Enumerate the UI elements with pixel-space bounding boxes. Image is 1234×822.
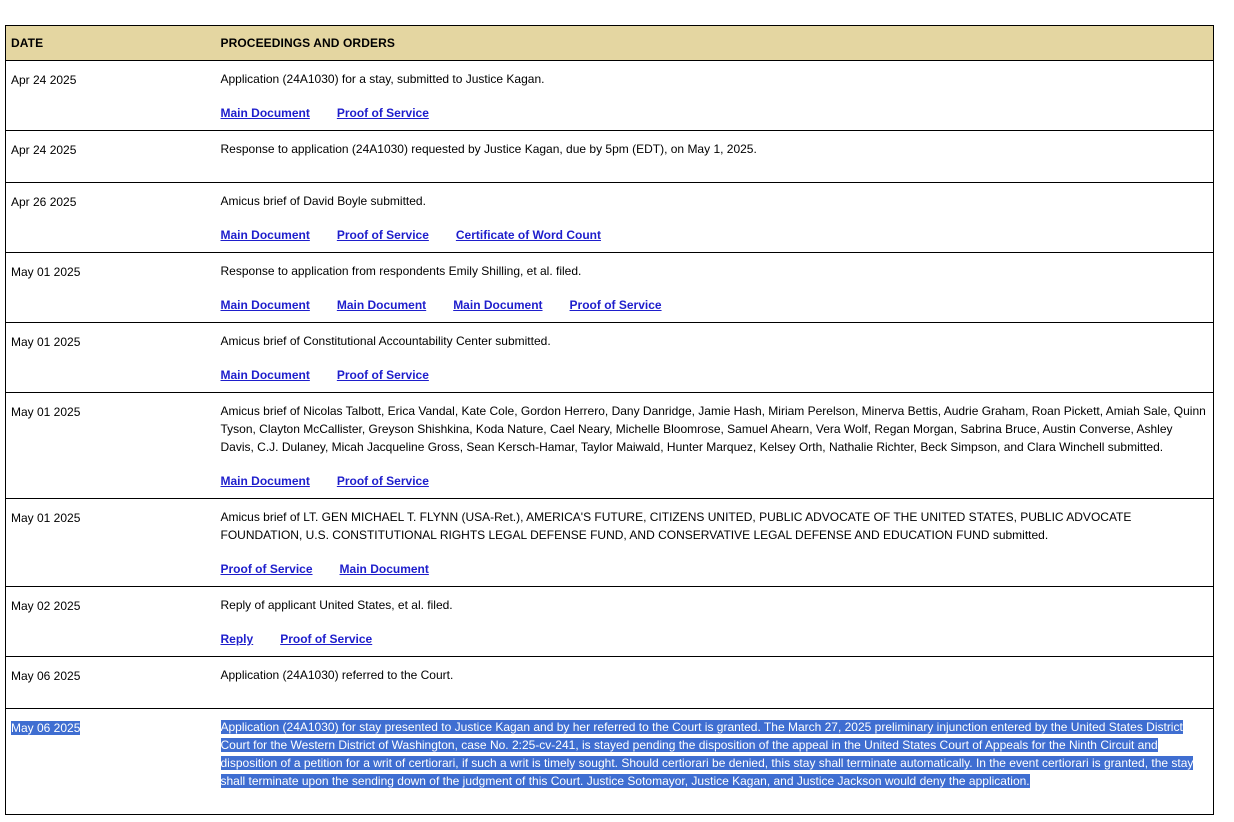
docket-table xyxy=(5,25,1214,815)
docket-entry-date: May 01 2025 xyxy=(11,265,81,279)
document-links xyxy=(221,104,1209,122)
docket-entry-date-cell xyxy=(6,499,216,587)
docket-entry-date: May 06 2025 xyxy=(11,669,81,683)
proceedings-column-header: PROCEEDINGS AND ORDERS xyxy=(216,26,1214,61)
docket-entry-date-cell xyxy=(6,61,216,131)
docket-entry-text: Response to application (24A1030) requested by Justice Kagan, due by 5pm (EDT), on May 1, 2025. xyxy=(220,142,757,156)
docket-entry-row xyxy=(6,393,1214,499)
docket-entry-text: Application (24A1030) for a stay, submitted to Justice Kagan. xyxy=(220,72,545,86)
proof-of-service-link[interactable]: Proof of Service xyxy=(220,562,313,576)
docket-entry-text: Reply of applicant United States, et al. filed. xyxy=(220,598,453,612)
docket-entry-text: Amicus brief of Constitutional Accountability Center submitted. xyxy=(220,334,551,348)
document-links xyxy=(221,630,1209,648)
proof-of-service-link[interactable]: Proof of Service xyxy=(336,228,429,242)
document-links xyxy=(221,366,1209,384)
docket-entry-text: Amicus brief of Nicolas Talbott, Erica Vandal, Kate Cole, Gordon Herrero, Dany Danridge, Jamie Hash, Miriam Perelson, Minerva Bettis, Audrie Graham, Roan Pickett, Amiah Sale, Quinn Tyson, Clayton McCallister, Greyson Shishkina, Koda Nature, Cael Neary, Michelle Bloomrose, Samuel Ahearn, Vera Wolf, Regan Morgan, Sabrina Bruce, Austin Converse, Ashley Davis, C.J. Dulaney, Micah Jacqueline Gross, Sean Kersch-Hamar, Taylor Maiwald, Hunter Marquez, Kelsey Orth, Nathalie Richter, Beck Simpson, and Clara Winchell submitted. xyxy=(220,404,1206,454)
proof-of-service-link[interactable]: Proof of Service xyxy=(336,368,429,382)
reply-link[interactable]: Reply xyxy=(220,632,254,646)
main-document-link[interactable]: Main Document xyxy=(339,562,429,576)
proof-of-service-link[interactable]: Proof of Service xyxy=(280,632,373,646)
main-document-link[interactable]: Main Document xyxy=(220,106,310,120)
docket-entry-proceeding-cell xyxy=(216,393,1214,499)
docket-entry-date: May 01 2025 xyxy=(11,335,81,349)
document-links xyxy=(221,560,1209,578)
docket-entry-proceeding-cell xyxy=(216,61,1214,131)
docket-entry-date-cell xyxy=(6,587,216,657)
docket-entry-date-cell xyxy=(6,131,216,183)
docket-entry-date: May 02 2025 xyxy=(11,599,81,613)
docket-entry-proceeding-cell xyxy=(216,587,1214,657)
docket-header-row xyxy=(6,26,1214,61)
docket-entry-proceeding-cell xyxy=(216,709,1214,815)
docket-entry-row xyxy=(6,131,1214,183)
main-document-link[interactable]: Main Document xyxy=(220,368,310,382)
docket-entry-date-cell xyxy=(6,323,216,393)
docket-entry-row xyxy=(6,323,1214,393)
proof-of-service-link[interactable]: Proof of Service xyxy=(336,106,429,120)
docket-entry-date: Apr 24 2025 xyxy=(11,143,77,157)
docket-entry-date-cell xyxy=(6,253,216,323)
proof-of-service-link[interactable]: Proof of Service xyxy=(569,298,662,312)
docket-entry-row xyxy=(6,183,1214,253)
docket-body xyxy=(6,61,1214,815)
docket-entry-proceeding-cell xyxy=(216,253,1214,323)
docket-entry-text: Response to application from respondents Emily Shilling, et al. filed. xyxy=(220,264,582,278)
docket-entry-proceeding-cell xyxy=(216,131,1214,183)
docket-entry-row xyxy=(6,499,1214,587)
docket-entry-proceeding-cell xyxy=(216,499,1214,587)
main-document-link[interactable]: Main Document xyxy=(220,474,310,488)
docket-entry-date-cell xyxy=(6,657,216,709)
date-column-header: DATE xyxy=(6,26,216,61)
document-links xyxy=(221,472,1209,490)
docket-entry-row xyxy=(6,253,1214,323)
certificate-of-word-count-link[interactable]: Certificate of Word Count xyxy=(455,228,601,242)
docket-entry-row xyxy=(6,587,1214,657)
docket-entry-proceeding-cell xyxy=(216,183,1214,253)
document-links xyxy=(221,296,1209,314)
docket-entry-date: Apr 24 2025 xyxy=(11,73,77,87)
proof-of-service-link[interactable]: Proof of Service xyxy=(336,474,429,488)
docket-entry-row xyxy=(6,657,1214,709)
docket-entry-proceeding-cell xyxy=(216,657,1214,709)
docket-entry-text: Application (24A1030) for stay presented to Justice Kagan and by her referred to the Court is granted. The March 27, 2025 preliminary injunction entered by the United States District Court for the Western District of Washington, case No. 2:25-cv-241, is stayed pending the disposition of the appeal in the United States Court of Appeals for the Ninth Circuit and disposition of a petition for a writ of certiorari, if such a writ is timely sought. Should certiorari be denied, this stay shall terminate automatically. In the event certiorari is granted, the stay shall terminate upon the sending down of the judgment of this Court. Justice Sotomayor, Justice Kagan, and Justice Jackson would deny the application. xyxy=(220,720,1194,788)
main-document-link[interactable]: Main Document xyxy=(220,228,310,242)
docket-entry-date-cell xyxy=(6,183,216,253)
document-links xyxy=(221,226,1209,244)
docket-entry-proceeding-cell xyxy=(216,323,1214,393)
docket-entry-text: Application (24A1030) referred to the Court. xyxy=(220,668,454,682)
docket-entry-date: May 01 2025 xyxy=(11,405,81,419)
docket-entry-date: May 06 2025 xyxy=(11,721,81,735)
docket-entry-date: May 01 2025 xyxy=(11,511,81,525)
docket-entry-row xyxy=(6,709,1214,815)
docket-entry-date: Apr 26 2025 xyxy=(11,195,77,209)
docket-entry-date-cell xyxy=(6,393,216,499)
docket-entry-row xyxy=(6,61,1214,131)
docket-entry-text: Amicus brief of LT. GEN MICHAEL T. FLYNN (USA-Ret.), AMERICA'S FUTURE, CITIZENS UNITED, PUBLIC ADVOCATE OF THE UNITED STATES, PUBLIC ADVOCATE FOUNDATION, U.S. CONSTITUTIONAL RIGHTS LEGAL DEFENSE FUND, AND CONSERVATIVE LEGAL DEFENSE AND EDUCATION FUND submitted. xyxy=(220,510,1132,542)
docket-entry-date-cell xyxy=(6,709,216,815)
main-document-link[interactable]: Main Document xyxy=(336,298,427,312)
main-document-link[interactable]: Main Document xyxy=(453,298,543,312)
docket-entry-text: Amicus brief of David Boyle submitted. xyxy=(220,194,426,208)
main-document-link[interactable]: Main Document xyxy=(220,298,310,312)
